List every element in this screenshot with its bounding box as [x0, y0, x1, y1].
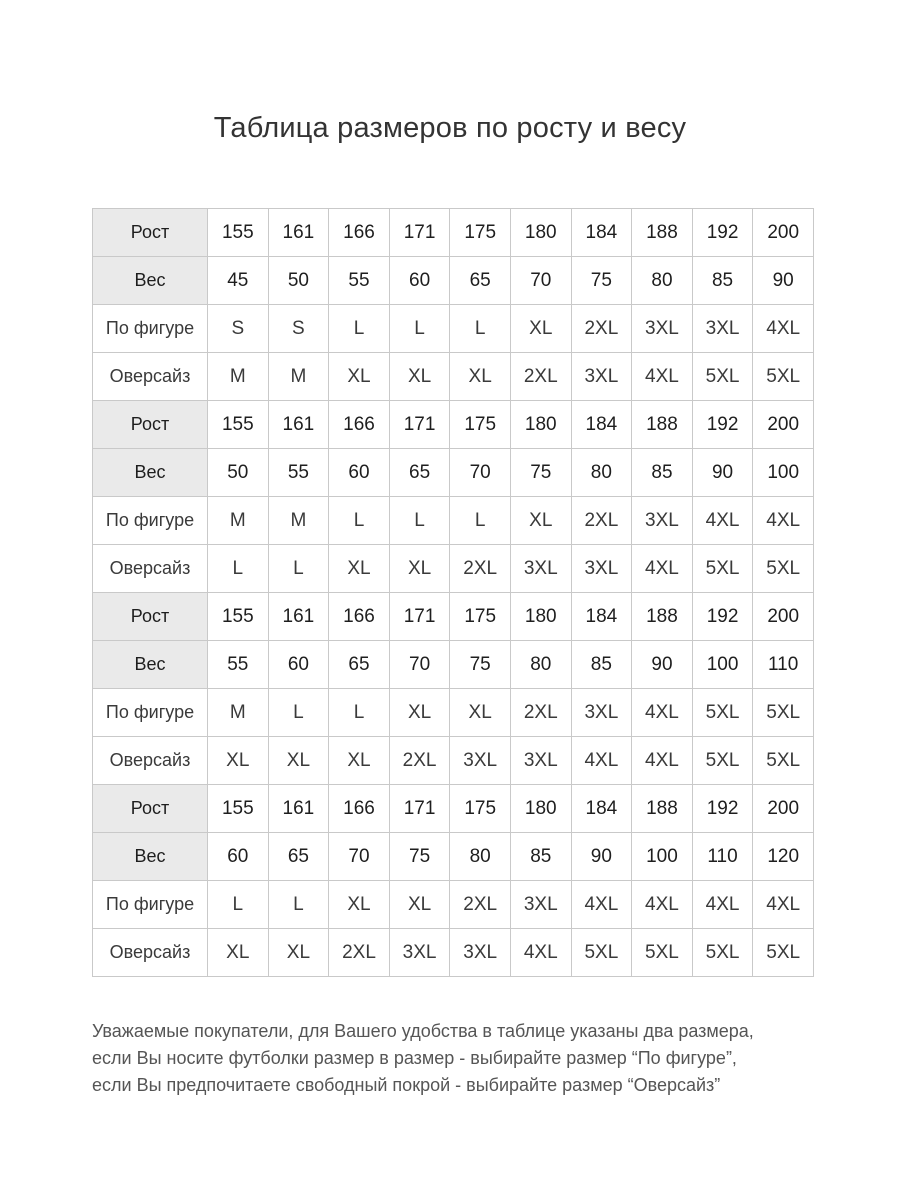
height-value-cell: 184 — [571, 209, 632, 257]
height-value-cell: 166 — [329, 209, 390, 257]
fit-value-cell: 4XL — [753, 881, 814, 929]
weight-value-cell: 65 — [450, 257, 511, 305]
oversize-value-cell: M — [268, 353, 329, 401]
oversize-value-cell: XL — [389, 545, 450, 593]
fit-value-cell: 3XL — [632, 305, 693, 353]
weight-value-cell: 75 — [571, 257, 632, 305]
fit-value-cell: L — [329, 689, 390, 737]
oversize-value-cell: 3XL — [389, 929, 450, 977]
fit-value-cell: M — [208, 689, 269, 737]
height-value-cell: 171 — [389, 401, 450, 449]
fit-value-cell: 2XL — [450, 881, 511, 929]
fit-value-cell: L — [329, 497, 390, 545]
fit-value-cell: 4XL — [632, 881, 693, 929]
fit-value-cell: L — [450, 497, 511, 545]
height-value-cell: 166 — [329, 401, 390, 449]
height-row — [93, 401, 814, 449]
weight-value-cell: 100 — [753, 449, 814, 497]
size-table — [92, 208, 814, 977]
height-value-cell: 180 — [510, 593, 571, 641]
height-value-cell: 200 — [753, 785, 814, 833]
oversize-value-cell: 3XL — [571, 545, 632, 593]
height-value-cell: 175 — [450, 401, 511, 449]
fit-row-label: По фигуре — [93, 881, 208, 929]
fit-value-cell: L — [389, 305, 450, 353]
oversize-value-cell: 5XL — [753, 545, 814, 593]
weight-value-cell: 70 — [510, 257, 571, 305]
height-value-cell: 166 — [329, 593, 390, 641]
fit-value-cell: XL — [389, 881, 450, 929]
weight-row-label: Вес — [93, 257, 208, 305]
height-value-cell: 155 — [208, 209, 269, 257]
height-row — [93, 785, 814, 833]
fit-value-cell: M — [268, 497, 329, 545]
height-value-cell: 184 — [571, 785, 632, 833]
fit-value-cell: 2XL — [571, 305, 632, 353]
oversize-value-cell: 5XL — [753, 737, 814, 785]
oversize-row-label: Оверсайз — [93, 545, 208, 593]
weight-value-cell: 110 — [692, 833, 753, 881]
oversize-value-cell: 2XL — [329, 929, 390, 977]
oversize-value-cell: XL — [329, 353, 390, 401]
weight-value-cell: 80 — [632, 257, 693, 305]
fit-value-cell: 3XL — [510, 881, 571, 929]
fit-value-cell: L — [450, 305, 511, 353]
weight-value-cell: 120 — [753, 833, 814, 881]
height-value-cell: 200 — [753, 593, 814, 641]
height-value-cell: 180 — [510, 209, 571, 257]
footnote-line: Уважаемые покупатели, для Вашего удобства в таблице указаны два размера, — [92, 1021, 754, 1041]
oversize-value-cell: 5XL — [692, 545, 753, 593]
fit-row — [93, 881, 814, 929]
height-row-label: Рост — [93, 401, 208, 449]
weight-row — [93, 257, 814, 305]
fit-value-cell: 4XL — [632, 689, 693, 737]
oversize-value-cell: 4XL — [632, 353, 693, 401]
oversize-value-cell: XL — [208, 929, 269, 977]
weight-value-cell: 85 — [571, 641, 632, 689]
height-value-cell: 166 — [329, 785, 390, 833]
weight-value-cell: 100 — [632, 833, 693, 881]
weight-row-label: Вес — [93, 641, 208, 689]
footnote — [92, 1018, 852, 1099]
oversize-value-cell: XL — [268, 929, 329, 977]
oversize-value-cell: XL — [329, 737, 390, 785]
weight-value-cell: 60 — [329, 449, 390, 497]
oversize-value-cell: 5XL — [753, 929, 814, 977]
height-value-cell: 192 — [692, 593, 753, 641]
height-value-cell: 155 — [208, 785, 269, 833]
height-value-cell: 175 — [450, 593, 511, 641]
height-value-cell: 161 — [268, 401, 329, 449]
weight-value-cell: 85 — [692, 257, 753, 305]
height-value-cell: 161 — [268, 785, 329, 833]
oversize-value-cell: XL — [329, 545, 390, 593]
weight-value-cell: 60 — [208, 833, 269, 881]
oversize-value-cell: 4XL — [632, 737, 693, 785]
weight-value-cell: 70 — [329, 833, 390, 881]
weight-row — [93, 833, 814, 881]
height-value-cell: 171 — [389, 785, 450, 833]
fit-value-cell: S — [268, 305, 329, 353]
oversize-value-cell: 3XL — [510, 545, 571, 593]
oversize-value-cell: L — [208, 545, 269, 593]
page-title: Таблица размеров по росту и весу — [213, 112, 687, 144]
oversize-value-cell: 5XL — [753, 353, 814, 401]
height-value-cell: 171 — [389, 593, 450, 641]
weight-value-cell: 65 — [268, 833, 329, 881]
oversize-value-cell: 2XL — [450, 545, 511, 593]
weight-value-cell: 75 — [510, 449, 571, 497]
oversize-row — [93, 929, 814, 977]
oversize-value-cell: XL — [208, 737, 269, 785]
fit-row-label: По фигуре — [93, 689, 208, 737]
fit-row-label: По фигуре — [93, 305, 208, 353]
height-value-cell: 188 — [632, 593, 693, 641]
oversize-value-cell: XL — [450, 353, 511, 401]
height-row-label: Рост — [93, 785, 208, 833]
oversize-value-cell: 4XL — [632, 545, 693, 593]
fit-value-cell: 3XL — [692, 305, 753, 353]
oversize-value-cell: 4XL — [571, 737, 632, 785]
fit-value-cell: 3XL — [632, 497, 693, 545]
footnote-line: если Вы носите футболки размер в размер - выбирайте размер “По фигуре”, — [92, 1048, 737, 1068]
oversize-row-label: Оверсайз — [93, 353, 208, 401]
weight-value-cell: 55 — [208, 641, 269, 689]
height-value-cell: 192 — [692, 209, 753, 257]
weight-value-cell: 90 — [632, 641, 693, 689]
weight-row-label: Вес — [93, 449, 208, 497]
fit-value-cell: L — [389, 497, 450, 545]
oversize-value-cell: 3XL — [571, 353, 632, 401]
footnote-line: если Вы предпочитаете свободный покрой - выбирайте размер “Оверсайз” — [92, 1075, 721, 1095]
oversize-value-cell: L — [268, 545, 329, 593]
weight-row-label: Вес — [93, 833, 208, 881]
oversize-row — [93, 353, 814, 401]
fit-value-cell: XL — [389, 689, 450, 737]
fit-value-cell: 2XL — [510, 689, 571, 737]
height-value-cell: 192 — [692, 401, 753, 449]
oversize-value-cell: 3XL — [450, 929, 511, 977]
weight-value-cell: 80 — [571, 449, 632, 497]
weight-value-cell: 85 — [510, 833, 571, 881]
height-value-cell: 180 — [510, 401, 571, 449]
height-row-label: Рост — [93, 593, 208, 641]
oversize-value-cell: XL — [389, 353, 450, 401]
oversize-value-cell: 3XL — [450, 737, 511, 785]
weight-value-cell: 85 — [632, 449, 693, 497]
height-value-cell: 175 — [450, 785, 511, 833]
weight-value-cell: 70 — [389, 641, 450, 689]
weight-value-cell: 90 — [753, 257, 814, 305]
height-row — [93, 209, 814, 257]
fit-value-cell: L — [329, 305, 390, 353]
height-value-cell: 175 — [450, 209, 511, 257]
height-value-cell: 200 — [753, 209, 814, 257]
oversize-value-cell: 5XL — [692, 353, 753, 401]
oversize-value-cell: 3XL — [510, 737, 571, 785]
oversize-row — [93, 737, 814, 785]
size-table-body — [93, 209, 814, 977]
weight-value-cell: 55 — [329, 257, 390, 305]
fit-value-cell: XL — [450, 689, 511, 737]
fit-value-cell: L — [268, 881, 329, 929]
fit-value-cell: 4XL — [692, 497, 753, 545]
height-value-cell: 188 — [632, 401, 693, 449]
fit-value-cell: 5XL — [692, 689, 753, 737]
fit-value-cell: 2XL — [571, 497, 632, 545]
weight-value-cell: 100 — [692, 641, 753, 689]
weight-value-cell: 80 — [510, 641, 571, 689]
oversize-value-cell: 5XL — [692, 737, 753, 785]
height-value-cell: 184 — [571, 593, 632, 641]
weight-value-cell: 65 — [389, 449, 450, 497]
fit-row-label: По фигуре — [93, 497, 208, 545]
height-value-cell: 188 — [632, 209, 693, 257]
fit-value-cell: 5XL — [753, 689, 814, 737]
oversize-value-cell: 4XL — [510, 929, 571, 977]
weight-row — [93, 641, 814, 689]
fit-value-cell: 3XL — [571, 689, 632, 737]
height-value-cell: 200 — [753, 401, 814, 449]
fit-value-cell: M — [208, 497, 269, 545]
fit-value-cell: 4XL — [753, 497, 814, 545]
fit-row — [93, 497, 814, 545]
height-row-label: Рост — [93, 209, 208, 257]
weight-value-cell: 90 — [692, 449, 753, 497]
fit-value-cell: 4XL — [571, 881, 632, 929]
fit-value-cell: L — [208, 881, 269, 929]
height-value-cell: 155 — [208, 593, 269, 641]
weight-value-cell: 90 — [571, 833, 632, 881]
height-row — [93, 593, 814, 641]
weight-row — [93, 449, 814, 497]
oversize-value-cell: 2XL — [510, 353, 571, 401]
weight-value-cell: 60 — [268, 641, 329, 689]
fit-value-cell: S — [208, 305, 269, 353]
fit-value-cell: L — [268, 689, 329, 737]
fit-value-cell: XL — [510, 497, 571, 545]
fit-value-cell: 4XL — [692, 881, 753, 929]
oversize-row — [93, 545, 814, 593]
fit-value-cell: 4XL — [753, 305, 814, 353]
weight-value-cell: 50 — [208, 449, 269, 497]
weight-value-cell: 45 — [208, 257, 269, 305]
height-value-cell: 155 — [208, 401, 269, 449]
oversize-row-label: Оверсайз — [93, 929, 208, 977]
oversize-value-cell: 5XL — [571, 929, 632, 977]
weight-value-cell: 55 — [268, 449, 329, 497]
fit-row — [93, 689, 814, 737]
height-value-cell: 171 — [389, 209, 450, 257]
weight-value-cell: 65 — [329, 641, 390, 689]
oversize-value-cell: 5XL — [632, 929, 693, 977]
fit-row — [93, 305, 814, 353]
oversize-value-cell: M — [208, 353, 269, 401]
height-value-cell: 161 — [268, 209, 329, 257]
height-value-cell: 161 — [268, 593, 329, 641]
height-value-cell: 192 — [692, 785, 753, 833]
height-value-cell: 184 — [571, 401, 632, 449]
oversize-value-cell: 2XL — [389, 737, 450, 785]
height-value-cell: 188 — [632, 785, 693, 833]
weight-value-cell: 60 — [389, 257, 450, 305]
weight-value-cell: 70 — [450, 449, 511, 497]
height-value-cell: 180 — [510, 785, 571, 833]
weight-value-cell: 75 — [389, 833, 450, 881]
weight-value-cell: 110 — [753, 641, 814, 689]
fit-value-cell: XL — [329, 881, 390, 929]
weight-value-cell: 75 — [450, 641, 511, 689]
oversize-value-cell: XL — [268, 737, 329, 785]
oversize-row-label: Оверсайз — [93, 737, 208, 785]
weight-value-cell: 50 — [268, 257, 329, 305]
oversize-value-cell: 5XL — [692, 929, 753, 977]
fit-value-cell: XL — [510, 305, 571, 353]
weight-value-cell: 80 — [450, 833, 511, 881]
